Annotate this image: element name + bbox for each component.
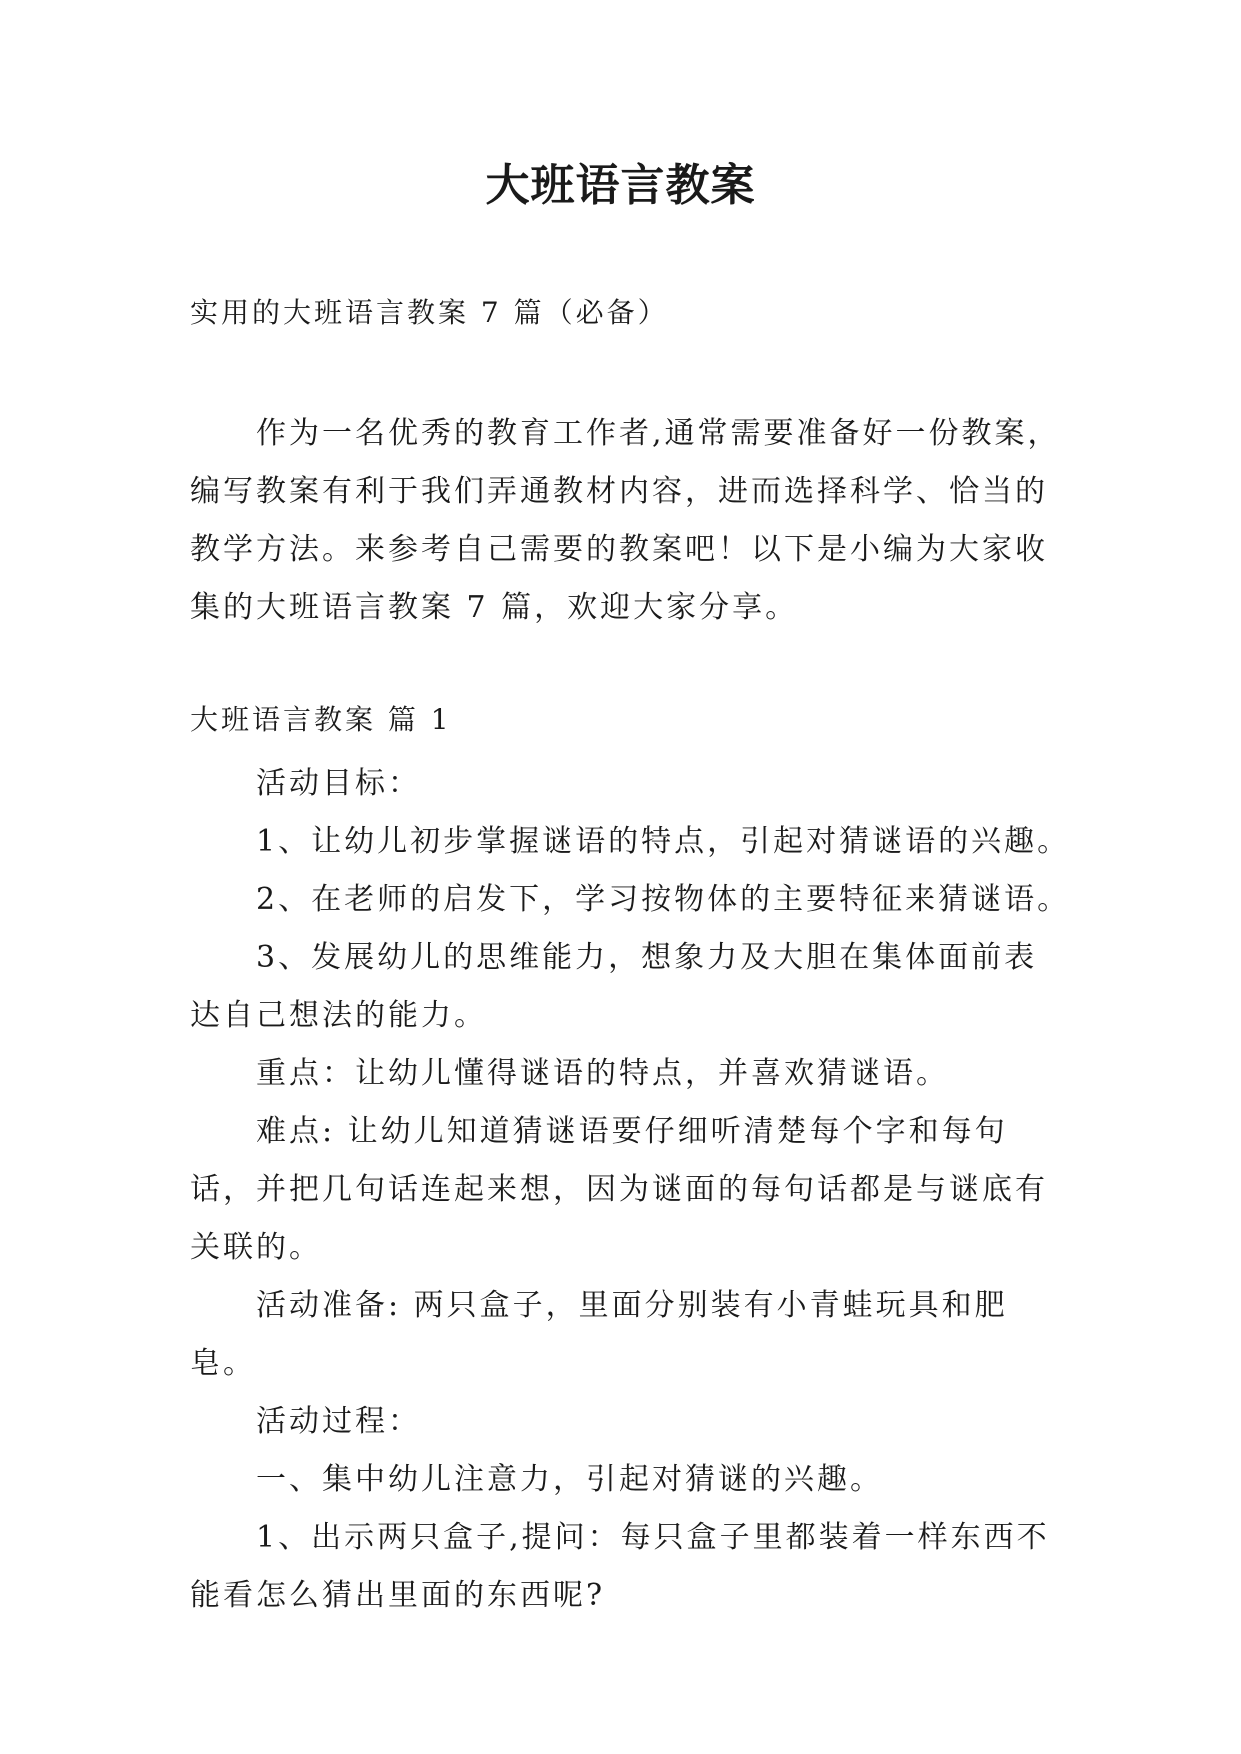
section-body <box>190 755 1070 1625</box>
intro-paragraph: 作为一名优秀的教育工作者,通常需要准备好一份教案，编写教案有利于我们弄通教材内容，进而选择科学、恰当的教学方法。来参考自己需要的教案吧！以下是小编为大家收集的大班语言教案 7 篇，欢迎大家分享。 <box>190 416 1061 625</box>
paragraph-goal-1: 1、让幼儿初步掌握谜语的特点，引起对猜谜语的兴趣。 <box>256 824 1071 859</box>
paragraph-preparation: 活动准备: 两只盒子，里面分别装有小青蛙玩具和肥皂。 <box>190 1288 1008 1381</box>
document-subtitle: 实用的大班语言教案 7 篇（必备） <box>190 296 669 329</box>
paragraph-process: 活动过程： <box>256 1404 421 1439</box>
paragraph-step-1: 一、集中幼儿注意力，引起对猜谜的兴趣。 <box>256 1462 883 1497</box>
paragraph-step-1-1: 1、出示两只盒子,提问：每只盒子里都装着一样东西不能看怎么猜出里面的东西呢? <box>190 1520 1050 1613</box>
paragraph-difficulty: 难点: 让幼儿知道猜谜语要仔细听清楚每个字和每句话，并把几句话连起来想，因为谜面的每句话都是与谜底有关联的。 <box>190 1114 1048 1265</box>
paragraph-key-point: 重点：让幼儿懂得谜语的特点，并喜欢猜谜语。 <box>256 1056 949 1091</box>
paragraph-goal-2: 2、在老师的启发下，学习按物体的主要特征来猜谜语。 <box>256 882 1071 917</box>
section-heading: 大班语言教案 篇 1 <box>190 703 452 736</box>
paragraph-activity-goals: 活动目标： <box>256 766 421 801</box>
paragraph-goal-3: 3、发展幼儿的思维能力，想象力及大胆在集体面前表达自己想法的能力。 <box>190 940 1038 1033</box>
document-title: 大班语言教案 <box>485 160 756 211</box>
